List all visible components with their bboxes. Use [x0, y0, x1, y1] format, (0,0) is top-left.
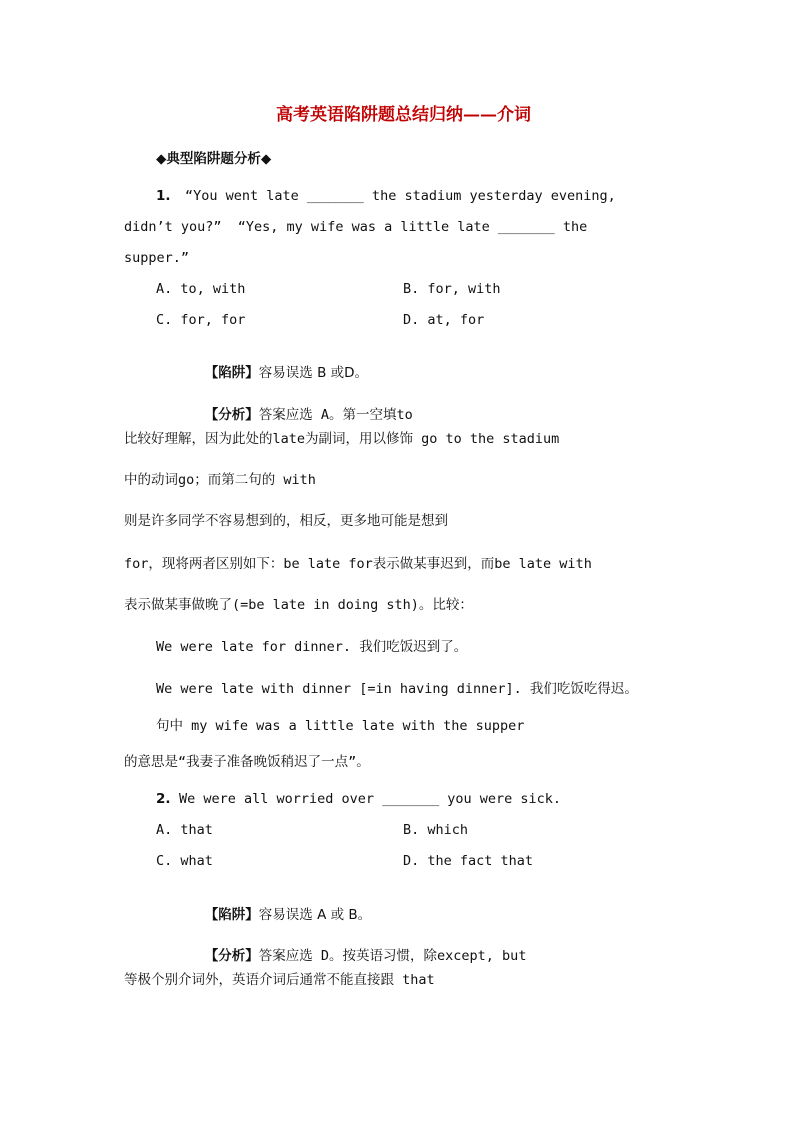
analysis-text: 中的动词go；而第二句的 with: [124, 472, 316, 488]
example-sentence: We were late with dinner [=in having dinner]. 我们吃饭吃得迟。: [156, 681, 638, 697]
option-b: B. which: [403, 822, 469, 838]
analysis-text: 则是许多同学不容易想到的，相反，更多地可能是想到: [124, 513, 448, 529]
option-b: B. for, with: [403, 281, 501, 297]
analysis-text: 的意思是“我妻子准备晚饭稍迟了一点”。: [124, 754, 370, 770]
analysis-text: for，现将两者区别如下：be late for表示做某事迟到，而be late with: [124, 556, 592, 572]
question-text: We were all worried over _______ you were sick.: [179, 791, 562, 807]
option-a: A. that: [156, 822, 213, 838]
analysis-text: 答案应选 D。按英语习惯，除except, but: [258, 948, 527, 964]
option-c: C. for, for: [156, 312, 246, 328]
question-number: 1.: [156, 188, 171, 204]
trap-text: 容易误选 B 或D。: [258, 365, 369, 381]
option-d: D. at, for: [403, 312, 485, 328]
analysis-text: 比较好理解，因为此处的late为副词，用以修饰 go to the stadium: [124, 431, 560, 447]
question-text: “You went late _______ the stadium yesterday evening,: [185, 188, 616, 204]
section-header: ◆典型陷阱题分析◆: [156, 151, 272, 167]
option-d: D. the fact that: [403, 853, 534, 869]
analysis-text: 句中 my wife was a little late with the supper: [156, 718, 525, 734]
analysis-text: 答案应选 A。第一空填to: [258, 407, 413, 423]
document-title: 高考英语陷阱题总结归纳——介词: [276, 105, 531, 125]
question-text: didn’t you?” “Yes, my wife was a little late _______ the: [124, 219, 588, 235]
analysis-text: 等极个别介词外，英语介词后通常不能直接跟 that: [124, 972, 435, 988]
analysis-text: 表示做某事做晚了(=be late in doing sth)。比较：: [124, 597, 473, 613]
example-sentence: We were late for dinner. 我们吃饭迟到了。: [156, 639, 468, 655]
option-a: A. to, with: [156, 281, 246, 297]
trap-tag: 【陷阱】: [204, 365, 259, 381]
question-text: supper.”: [124, 250, 190, 266]
question-number: 2.: [156, 791, 171, 807]
analysis-tag: 【分析】: [204, 948, 259, 964]
option-c: C. what: [156, 853, 213, 869]
analysis-tag: 【分析】: [204, 407, 259, 423]
trap-tag: 【陷阱】: [204, 907, 259, 923]
trap-text: 容易误选 A 或 B。: [258, 907, 372, 923]
